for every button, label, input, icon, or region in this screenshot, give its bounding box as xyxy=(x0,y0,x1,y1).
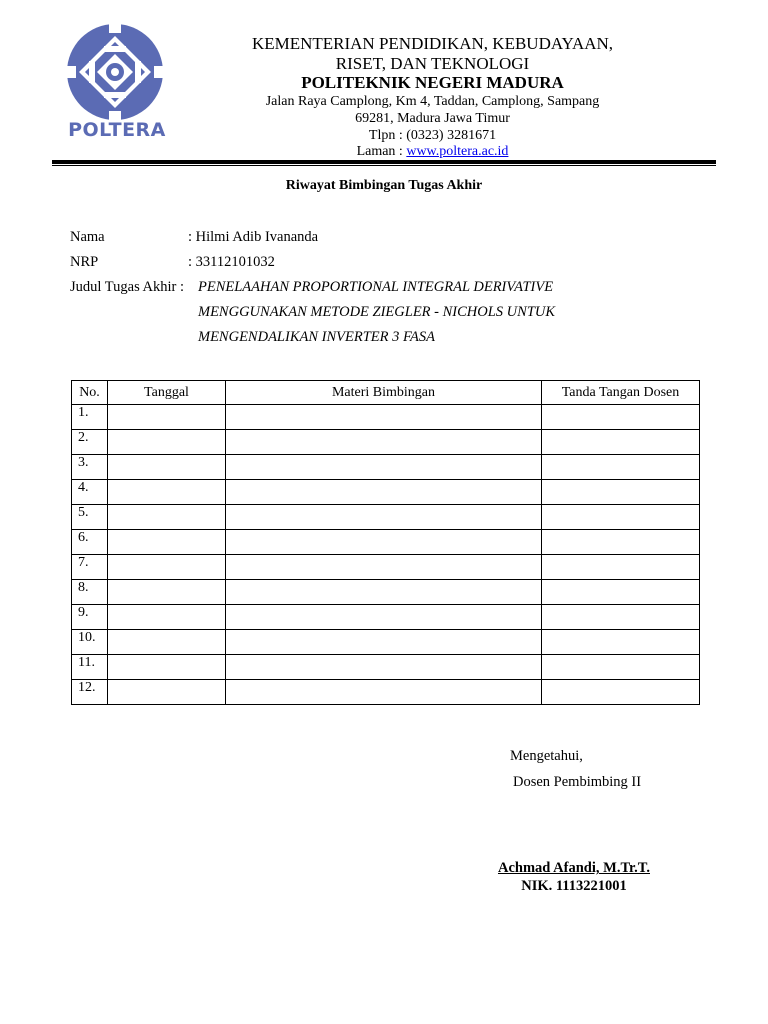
signature-cell[interactable] xyxy=(542,655,700,680)
table-row xyxy=(72,680,700,705)
table-row xyxy=(72,430,700,455)
signature-cell[interactable] xyxy=(542,630,700,655)
table-row xyxy=(72,530,700,555)
row-number: 4. xyxy=(72,480,108,505)
signature-cell[interactable] xyxy=(542,580,700,605)
header-material: Materi Bimbingan xyxy=(226,381,542,405)
institution-name: POLITEKNIK NEGERI MADURA xyxy=(301,73,564,92)
guidance-log-table xyxy=(71,380,700,705)
address-line-1: Jalan Raya Camplong, Km 4, Taddan, Camplong, Sampang xyxy=(265,94,600,109)
row-number: 5. xyxy=(72,505,108,530)
thesis-title-line: PENELAAHAN PROPORTIONAL INTEGRAL DERIVATIVE xyxy=(198,279,554,295)
row-number: 2. xyxy=(72,430,108,455)
website-label: Laman : xyxy=(356,144,407,159)
acknowledge-label: Mengetahui, xyxy=(510,748,583,764)
signature-cell[interactable] xyxy=(542,680,700,705)
date-cell[interactable] xyxy=(108,530,226,555)
row-number: 1. xyxy=(72,405,108,430)
row-number: 12. xyxy=(72,680,108,705)
logo-text: POLTERA xyxy=(68,119,166,141)
date-cell[interactable] xyxy=(108,605,226,630)
table-row xyxy=(72,655,700,680)
signature-cell[interactable] xyxy=(542,530,700,555)
table-row xyxy=(72,480,700,505)
supervisor-name: Achmad Afandi, M.Tr.T. xyxy=(497,860,650,876)
address-line-2: 69281, Madura Jawa Timur xyxy=(355,111,510,126)
ministry-line-2: RISET, DAN TEKNOLOGI xyxy=(335,54,530,73)
signature-cell[interactable] xyxy=(542,480,700,505)
material-cell[interactable] xyxy=(226,655,542,680)
poltera-logo xyxy=(58,24,176,142)
date-cell[interactable] xyxy=(108,480,226,505)
signature-cell[interactable] xyxy=(542,430,700,455)
material-cell[interactable] xyxy=(226,630,542,655)
row-number: 3. xyxy=(72,455,108,480)
table-row xyxy=(72,455,700,480)
header-divider xyxy=(52,160,716,164)
table-row xyxy=(72,630,700,655)
table-header-row xyxy=(72,381,700,405)
table-row xyxy=(72,405,700,430)
date-cell[interactable] xyxy=(108,555,226,580)
table-row xyxy=(72,555,700,580)
header-divider-thin xyxy=(52,165,716,166)
thesis-label: Judul Tugas Akhir : xyxy=(70,279,185,295)
material-cell[interactable] xyxy=(226,455,542,480)
row-number: 8. xyxy=(72,580,108,605)
date-cell[interactable] xyxy=(108,655,226,680)
material-cell[interactable] xyxy=(226,505,542,530)
thesis-title-line: MENGENDALIKAN INVERTER 3 FASA xyxy=(198,329,435,345)
signature-cell[interactable] xyxy=(542,405,700,430)
nrp-value: : 33112101032 xyxy=(188,254,275,270)
ministry-line-1: KEMENTERIAN PENDIDIKAN, KEBUDAYAAN, xyxy=(251,34,614,53)
signature-cell[interactable] xyxy=(542,555,700,580)
website-line xyxy=(225,143,640,160)
name-value: : Hilmi Adib Ivananda xyxy=(188,229,319,245)
header-date: Tanggal xyxy=(108,381,226,405)
date-cell[interactable] xyxy=(108,580,226,605)
material-cell[interactable] xyxy=(226,580,542,605)
table-row xyxy=(72,580,700,605)
header-no: No. xyxy=(72,381,108,405)
row-number: 6. xyxy=(72,530,108,555)
material-cell[interactable] xyxy=(226,680,542,705)
date-cell[interactable] xyxy=(108,455,226,480)
table-row xyxy=(72,505,700,530)
signature-cell[interactable] xyxy=(542,455,700,480)
signature-cell[interactable] xyxy=(542,605,700,630)
date-cell[interactable] xyxy=(108,430,226,455)
nrp-label: NRP xyxy=(70,254,99,270)
date-cell[interactable] xyxy=(108,680,226,705)
name-label: Nama xyxy=(70,229,105,245)
material-cell[interactable] xyxy=(226,480,542,505)
row-number: 10. xyxy=(72,630,108,655)
table-row xyxy=(72,605,700,630)
material-cell[interactable] xyxy=(226,555,542,580)
thesis-title-line: MENGGUNAKAN METODE ZIEGLER - NICHOLS UNTUK xyxy=(198,304,556,320)
supervisor-nik: NIK. 1113221001 xyxy=(521,878,627,894)
material-cell[interactable] xyxy=(226,605,542,630)
date-cell[interactable] xyxy=(108,630,226,655)
document-title: Riwayat Bimbingan Tugas Akhir xyxy=(285,178,483,193)
website-link[interactable]: www.poltera.ac.id xyxy=(406,144,509,159)
signature-cell[interactable] xyxy=(542,505,700,530)
table-body xyxy=(72,405,700,705)
header-signature: Tanda Tangan Dosen xyxy=(542,381,700,405)
row-number: 7. xyxy=(72,555,108,580)
material-cell[interactable] xyxy=(226,405,542,430)
date-cell[interactable] xyxy=(108,405,226,430)
row-number: 11. xyxy=(72,655,108,680)
phone-line: Tlpn : (0323) 3281671 xyxy=(368,128,497,143)
material-cell[interactable] xyxy=(226,530,542,555)
date-cell[interactable] xyxy=(108,505,226,530)
material-cell[interactable] xyxy=(226,430,542,455)
row-number: 9. xyxy=(72,605,108,630)
supervisor-role: Dosen Pembimbing II xyxy=(513,774,642,790)
